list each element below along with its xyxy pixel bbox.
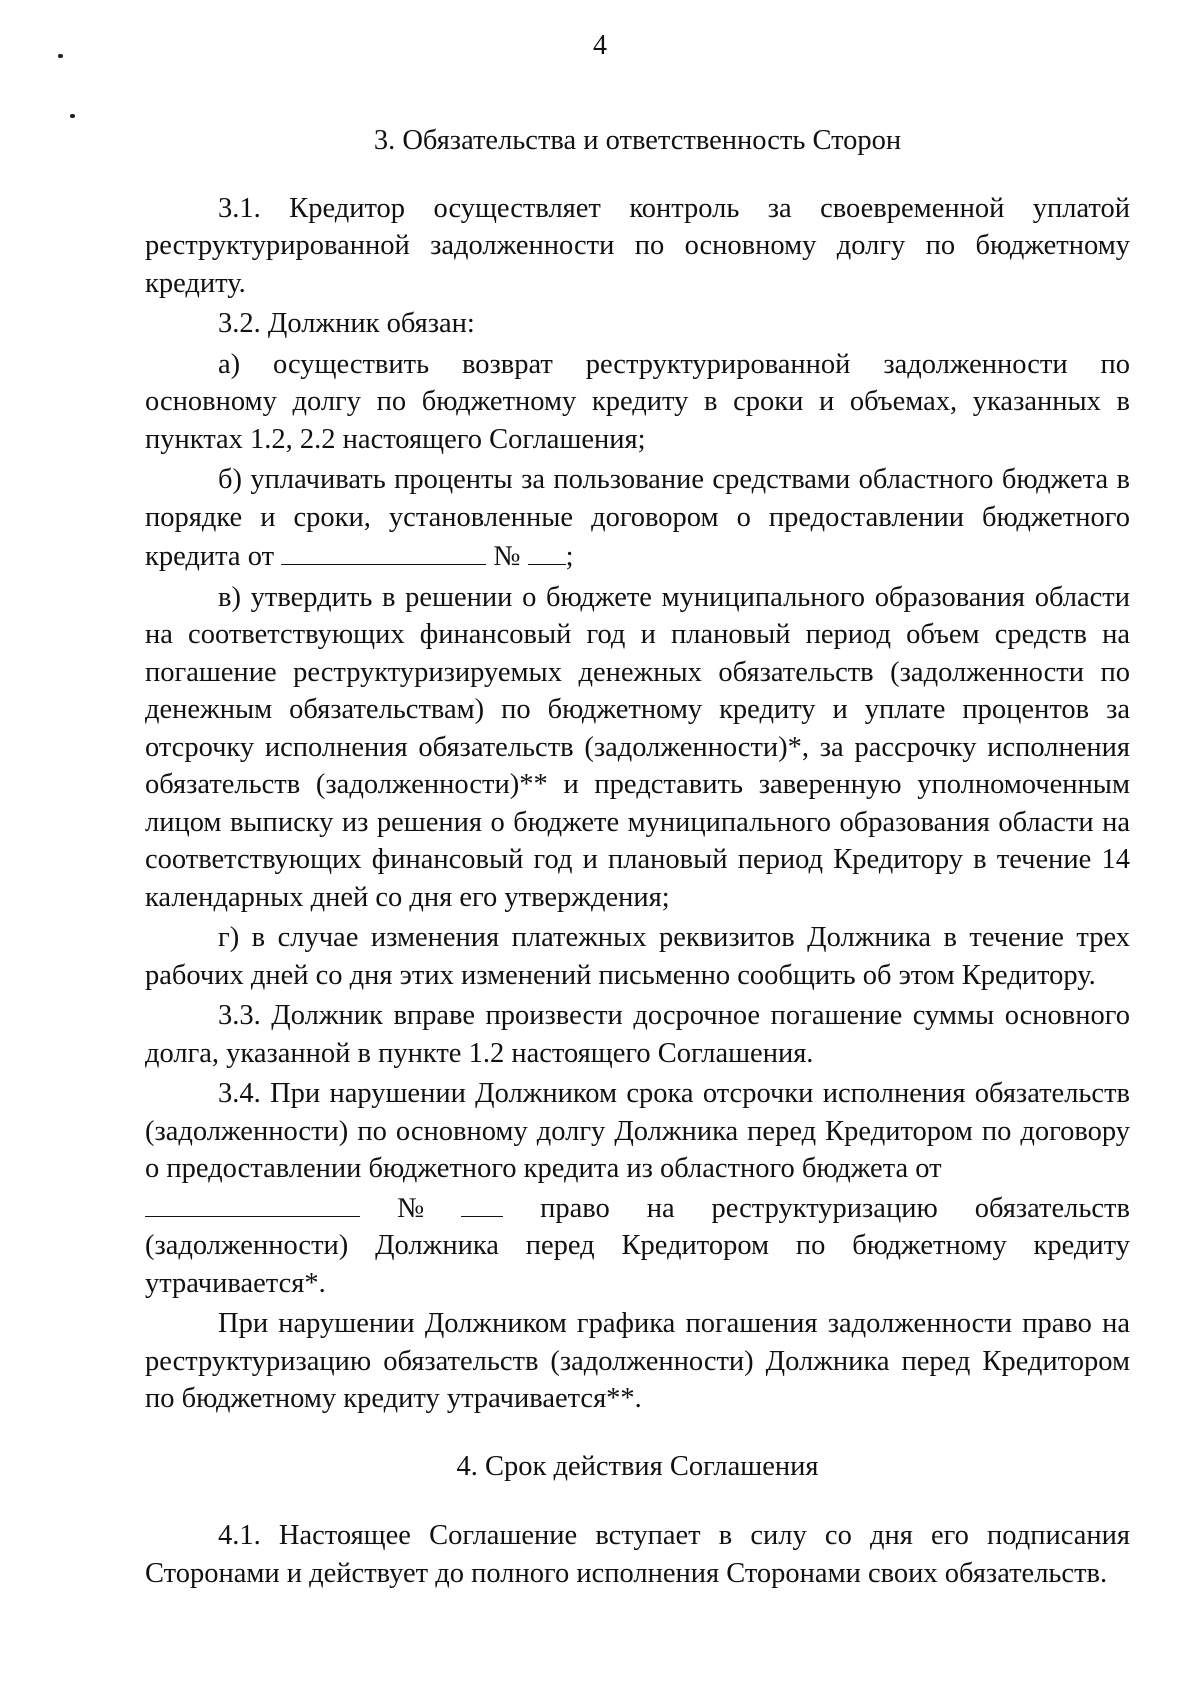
date-blank-field [145,1188,360,1217]
clause-3-4-fill-line [145,1188,1130,1228]
clause-3-4-word: обязательств [974,1192,1130,1224]
document-body [145,122,1130,1592]
number-sign: № [493,541,521,572]
clause-3-3: 3.3. Должник вправе произвести досрочное погашение суммы основного долга, указанной в пункте 1.2 настоящего Соглашения. [145,1000,1130,1069]
clause-3-4-text: 3.4. При нарушении Должником срока отсрочки исполнения обязательств (задолженности) по основному долгу Должника перед Кредитором по договору о предоставлении бюджетного кредита из областного бюджета от [145,1078,1130,1184]
page-number: 4 [593,30,607,61]
clause-3-2-b-text: б) уплачивать проценты за пользование средствами областного бюджета в порядке и сроки, установленные договором о предоставлении бюджетного кредита от [145,464,1130,572]
section-4-title: 4. Срок действия Соглашения [456,1450,819,1482]
scan-speck [70,114,75,118]
clause-3-2-b-end: ; [565,541,574,572]
number-blank-field [528,536,566,565]
clause-4-1: 4.1. Настоящее Соглашение вступает в силу со дня его подписания Сторонами и действует до полного исполнения Сторонами своих обязательств. [145,1520,1130,1589]
clause-3-2-v: в) утвердить в решении о бюджете муниципального образования области на соответствующих финансовый год и плановый период объем средств на погашение реструктуризируемых денежных обязательств (задолженности по денежным обязательствам) по бюджетному кредиту и уплате процентов за отсрочку исполнения обязательств (задолженности)*, за рассрочку исполнения обязательств (задолженности)** и представить заверенную уполномоченным лицом выписку из решения о бюджете муниципального образования области на соответствующих финансовый год и плановый период Кредитору в течение 14 календарных дней со дня его утверждения; [145,581,1130,913]
clause-3-2: 3.2. Должник обязан: [218,308,475,339]
clause-3-4-continuation: (задолженности) Должника перед Кредитором по бюджетному кредиту утрачивается*. [145,1230,1130,1299]
section-3-title: 3. Обязательства и ответственность Сторон [373,125,902,156]
clause-3-4-word: на [646,1192,675,1224]
clause-3-4-word: реструктуризацию [711,1192,938,1224]
clause-3-2-b [145,461,1130,576]
date-blank-field [281,536,486,565]
clause-3-4-word: право [540,1192,610,1224]
clause-3-4 [145,1075,1130,1302]
number-blank-field [461,1188,503,1217]
clause-3-5: При нарушении Должником графика погашения задолженности право на реструктуризацию обязательств (задолженности) Должника перед Кредитором по бюджетному кредиту утрачивается**. [145,1308,1130,1414]
clause-3-2-a: а) осуществить возврат реструктурированной задолженности по основному долгу по бюджетному кредиту в сроки и объемах, указанных в пунктах 1.2, 2.2 настоящего Соглашения; [145,348,1130,455]
clause-3-1: 3.1. Кредитор осуществляет контроль за своевременной уплатой реструктурированной задолженности по основному долгу по бюджетному кредиту. [145,192,1130,299]
number-sign: № [396,1192,425,1224]
clause-3-2-g: г) в случае изменения платежных реквизитов Должника в течение трех рабочих дней со дня этих изменений письменно сообщить об этом Кредитору. [145,922,1130,991]
